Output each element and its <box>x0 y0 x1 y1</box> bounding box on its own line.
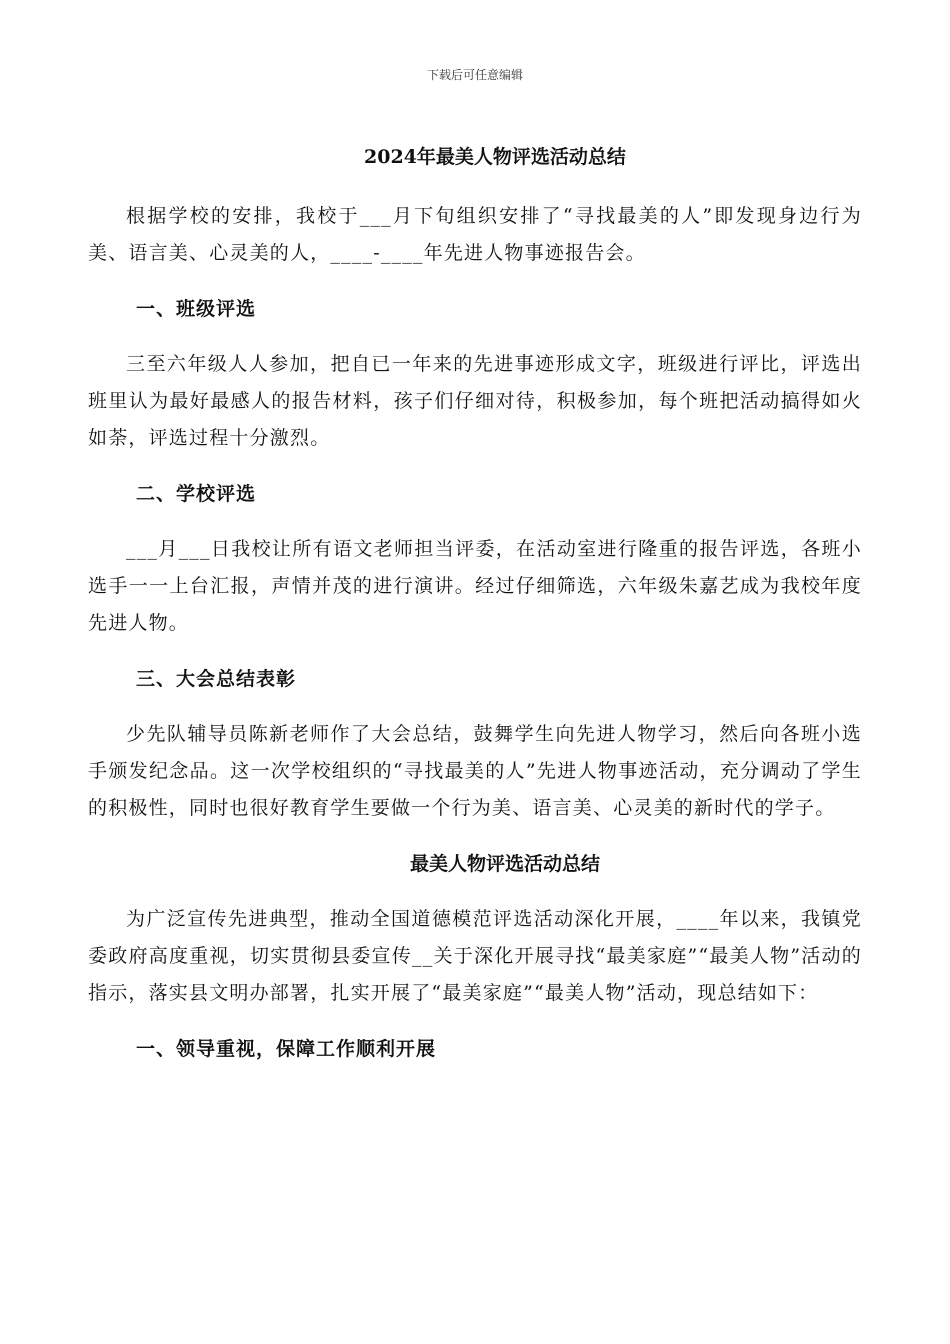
section-body-assembly-summary: 少先队辅导员陈新老师作了大会总结，鼓舞学生向先进人物学习，然后向各班小选手颁发纪念品。这一次学校组织的“寻找最美的人”先进人物事迹活动，充分调动了学生的积极性，同时也很好教育学生要做一个行为美、语言美、心灵美的新时代的学子。 <box>88 723 862 819</box>
second-intro-paragraph: 为广泛宣传先进典型，推动全国道德模范评选活动深化开展，____年以来，我镇党委政府高度重视，切实贯彻县委宣传__关于深化开展寻找“最美家庭”“最美人物”活动的指示，落实县文明办部署，扎实开展了“最美家庭”“最美人物”活动，现总结如下： <box>88 908 862 1004</box>
document-content <box>88 140 862 1086</box>
document-title: 2024年最美人物评选活动总结 <box>364 146 626 168</box>
section-heading-class-selection: 一、班级评选 <box>136 298 257 320</box>
header-note: 下载后可任意编辑 <box>426 68 523 82</box>
section-body-school-selection: ___月___日我校让所有语文老师担当评委，在活动室进行隆重的报告评选，各班小选手一一上台汇报，声情并茂的进行演讲。经过仔细筛选，六年级朱嘉艺成为我校年度先进人物。 <box>88 538 862 634</box>
section-body-class-selection: 三至六年级人人参加，把自已一年来的先进事迹形成文字，班级进行评比，评选出班里认为最好最感人的报告材料，孩子们仔细对待，积极参加，每个班把活动搞得如火如荼，评选过程十分激烈。 <box>88 353 862 449</box>
second-section-heading-leadership: 一、领导重视，保障工作顺利开展 <box>136 1038 437 1060</box>
second-document-title: 最美人物评选活动总结 <box>409 853 600 875</box>
section-heading-assembly-summary: 三、大会总结表彰 <box>136 668 297 690</box>
section-heading-school-selection: 二、学校评选 <box>136 483 257 505</box>
intro-paragraph: 根据学校的安排，我校于___月下旬组织安排了“寻找最美的人”即发现身边行为美、语言美、心灵美的人，____-____年先进人物事迹报告会。 <box>88 205 862 264</box>
